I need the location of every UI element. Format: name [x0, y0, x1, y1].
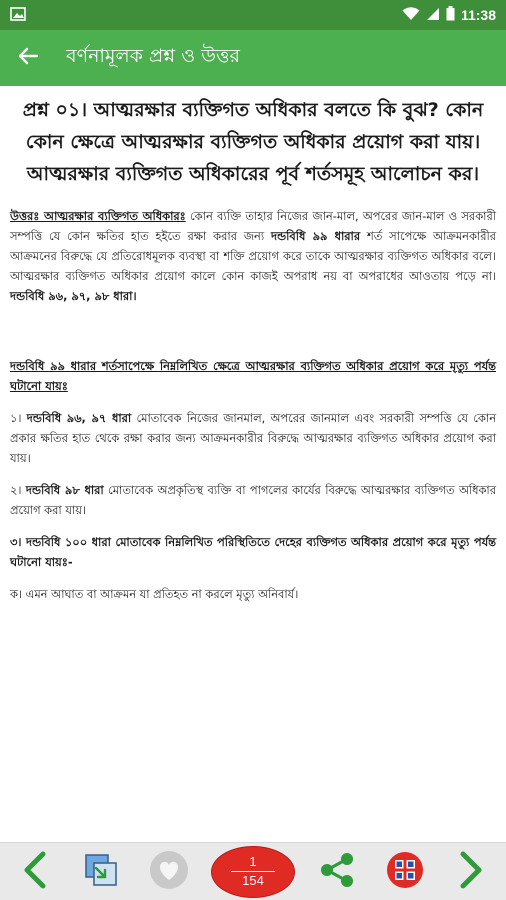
- go-to-page-button[interactable]: [76, 847, 126, 897]
- page-jump-icon: [81, 850, 121, 894]
- battery-icon: [446, 6, 455, 24]
- chevron-left-icon: [19, 850, 49, 894]
- answer-text-1: কোন ব্যক্তি তাহার নিজের জান-মাল, অপরের জান-মাল ও সরকারী সম্পত্তি যে কোন ক্ষতির হাত হইতে রক্ষা করার জন্য: [10, 209, 496, 243]
- chevron-right-icon: [457, 850, 487, 894]
- question-heading: প্রশ্ন ০১। আত্মরক্ষার ব্যক্তিগত অধিকার বলতে কি বুঝ? কোন কোন ক্ষেত্রে আত্মরক্ষার ব্যক্তিগত অধিকার প্রয়োগ করা যায়। আত্মরক্ষার ব্যক্তিগত অধিকারের পূর্ব শর্তসমূহ আলোচন কর।: [22, 99, 484, 185]
- next-page-button[interactable]: [447, 847, 497, 897]
- list-item: [10, 480, 496, 520]
- app-title: বর্ণনামূলক প্রশ্ন ও উত্তর: [66, 45, 240, 67]
- list-item: [10, 408, 496, 468]
- favorite-button[interactable]: [144, 847, 194, 897]
- page-divider: [231, 871, 275, 872]
- heart-icon: [148, 849, 190, 895]
- arrow-left-icon: [17, 45, 39, 71]
- item-text: মোতাবেক অপ্রকৃতিস্থ ব্যক্তি বা পাগলের কার্যের বিরুদ্ধে আত্মরক্ষার ব্যক্তিগত অধিকার প্রয়োগ করা যায়।: [10, 483, 496, 517]
- answer-label: উত্তরঃ আত্মরক্ষার ব্যক্তিগত অধিকারঃ: [10, 209, 186, 223]
- item-bold: দন্ডবিধি ৯৮ ধারা: [25, 483, 104, 497]
- current-page: 1: [249, 854, 257, 869]
- app-bar: [0, 30, 506, 86]
- share-icon: [318, 851, 356, 893]
- answer-text-2: শর্ত সাপেক্ষে আক্রমনকারীর আক্রমনের বিরুদ্ধে যে প্রতিরোধমূলক ব্যবস্থা বা শক্তি প্রয়োগ করে তাকে আত্মরক্ষার ব্যক্তিগত অধিকার বলে। আত্মরক্ষার ব্যক্তিগত অধিকার প্রয়োগ কালে কোন কাজই অপরাধ নয় বা অপরাধের আওতায় পড়ে না।: [10, 229, 497, 283]
- content-area[interactable]: [0, 86, 506, 842]
- item-prefix: ২।: [10, 483, 26, 497]
- share-button[interactable]: [312, 847, 362, 897]
- image-icon: [10, 6, 26, 25]
- total-pages: 154: [242, 873, 264, 888]
- answer-bold-2: দন্ডবিধি ৯৬, ৯৭, ৯৮ ধারা।: [10, 289, 137, 303]
- item-bold: দন্ডবিধি ৯৬, ৯৭ ধারা: [26, 411, 132, 425]
- signal-icon: [426, 7, 440, 24]
- status-time: 11:38: [460, 7, 496, 23]
- sub-list-item: ক। এমন আঘাত বা আক্রমন যা প্রতিহত না করলে মৃত্যু অনিবার্য।: [10, 587, 299, 601]
- list-item: [10, 532, 496, 572]
- wifi-icon: [402, 7, 420, 24]
- answer-bold-1: দন্ডবিধি ৯৯ ধারার: [271, 229, 361, 243]
- status-bar: [0, 0, 506, 30]
- grid-icon: [385, 850, 425, 894]
- previous-page-button[interactable]: [9, 847, 59, 897]
- page-indicator[interactable]: [211, 846, 295, 898]
- section-heading: দন্ডবিধি ৯৯ ধারার শর্তসাপেক্ষে নিম্নলিখিত ক্ষেত্রে আত্মরক্ষার ব্যক্তিগত অধিকার প্রয়োগ করে মৃত্যু পর্যন্ত ঘটানো যায়ঃ: [10, 359, 496, 393]
- item-text: মোতাবেক নিজের জানমাল, অপরের জানমাল এবং সরকারী সম্পত্তি যে কোন প্রকার ক্ষতির হাত থেকে রক্ষা করার জন্য আক্রমনকারীর বিরুদ্ধে আত্মরক্ষার ব্যক্তিগত অধিকার প্রয়োগ করা যায়।: [10, 411, 496, 465]
- bottom-toolbar: [0, 842, 506, 900]
- item-bold: ৩। দন্ডবিধি ১০০ ধারা মোতাবেক নিম্নলিখিত পরিস্থিতিতে দেহের ব্যক্তিগত অধিকার প্রয়োগ করে মৃত্যু পর্যন্ত ঘটানো যায়ঃ-: [10, 535, 496, 569]
- back-button[interactable]: [0, 30, 56, 86]
- answer-paragraph: [10, 206, 496, 306]
- menu-grid-button[interactable]: [380, 847, 430, 897]
- item-prefix: ১।: [10, 411, 27, 425]
